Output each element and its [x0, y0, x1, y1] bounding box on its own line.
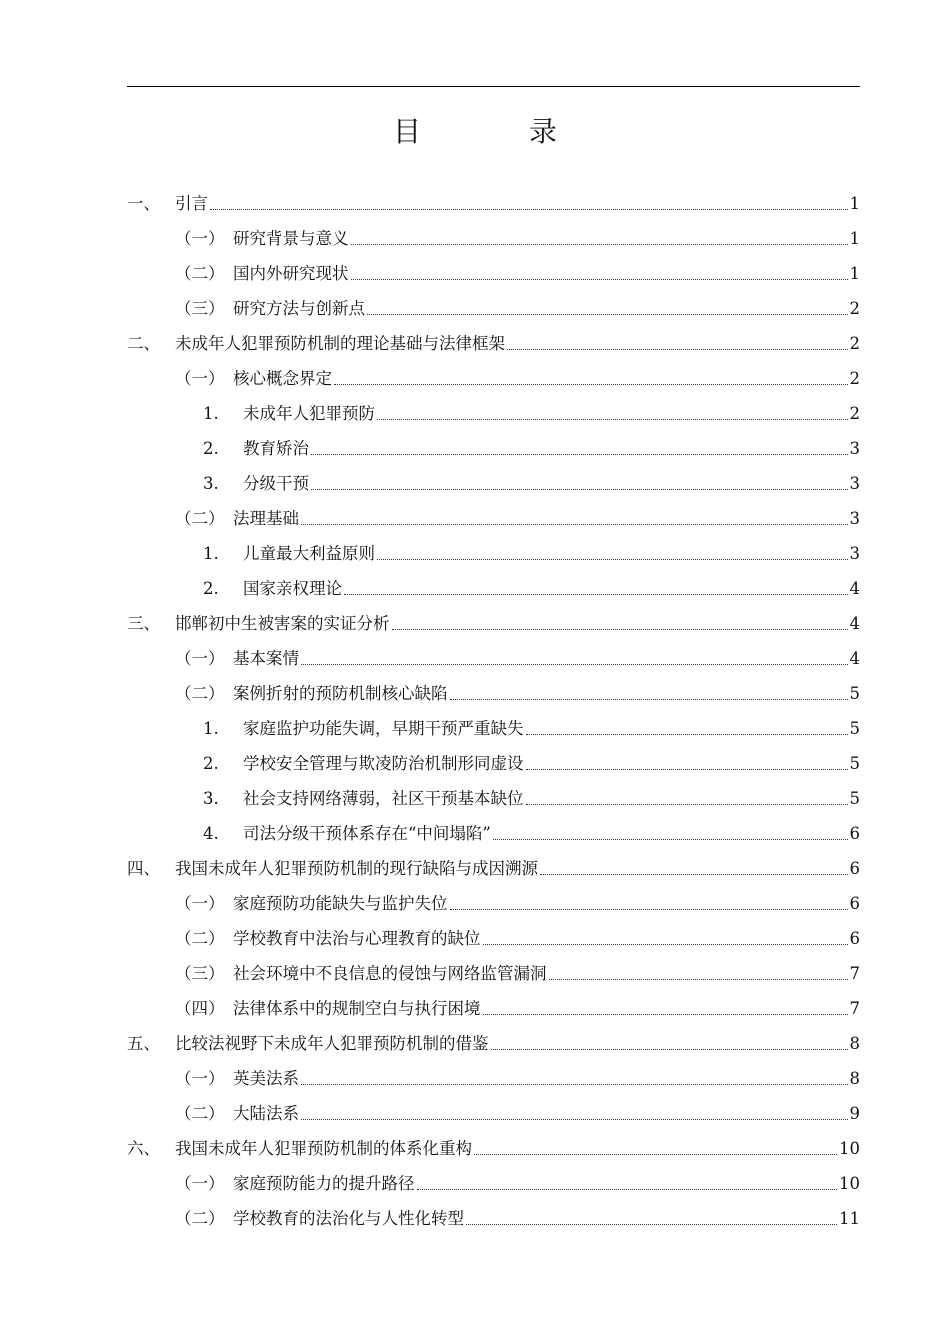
toc-entry-number: （四） [175, 999, 225, 1018]
toc-entry-page-number: 1 [849, 229, 860, 248]
toc-entry[interactable] [175, 1160, 860, 1195]
toc-entry-page-number: 6 [849, 894, 860, 913]
toc-entry-number: （一） [175, 1069, 225, 1088]
toc-entry-page-number: 6 [849, 859, 860, 878]
dot-leader [311, 489, 848, 490]
toc-entry[interactable] [203, 565, 860, 600]
toc-entry[interactable] [203, 425, 860, 460]
toc-entry[interactable] [127, 845, 860, 880]
dot-leader [301, 524, 848, 525]
dot-leader [367, 314, 848, 315]
toc-entry-number: （二） [175, 509, 225, 528]
toc-entry-number: （一） [175, 1174, 225, 1193]
toc-entry[interactable] [203, 810, 860, 845]
toc-entry-title: 未成年人犯罪预防 [243, 404, 375, 423]
toc-entry[interactable] [175, 495, 860, 530]
header-rule [127, 86, 860, 87]
toc-entry-title: 学校安全管理与欺凌防治机制形同虚设 [243, 754, 524, 773]
toc-entry-page-number: 8 [849, 1069, 860, 1088]
toc-entry-title: 比较法视野下未成年人犯罪预防机制的借鉴 [175, 1034, 489, 1053]
dot-leader [311, 454, 848, 455]
toc-entry-number: （二） [175, 929, 225, 948]
toc-entry-title: 引言 [175, 194, 208, 213]
dot-leader [377, 419, 848, 420]
toc-entry-number: 3. [203, 789, 219, 808]
toc-entry[interactable] [175, 1090, 860, 1125]
dot-leader [351, 244, 848, 245]
dot-leader [466, 1224, 837, 1225]
toc-entry-page-number: 3 [849, 544, 860, 563]
toc-entry[interactable] [175, 1055, 860, 1090]
toc-entry[interactable] [127, 320, 860, 355]
dot-leader [301, 1084, 848, 1085]
toc-entry[interactable] [127, 1020, 860, 1055]
toc-entry-page-number: 5 [849, 789, 860, 808]
toc-entry-number: 六、 [127, 1139, 160, 1158]
dot-leader [450, 909, 848, 910]
toc-entry-title: 家庭监护功能失调，早期干预严重缺失 [243, 719, 524, 738]
toc-entry-page-number: 3 [849, 474, 860, 493]
toc-entry-page-number: 3 [849, 509, 860, 528]
toc-entry-title: 研究背景与意义 [233, 229, 349, 248]
toc-entry-title: 国内外研究现状 [233, 264, 349, 283]
toc-entry-page-number: 5 [849, 719, 860, 738]
toc-entry[interactable] [175, 355, 860, 390]
toc-entry[interactable] [127, 1125, 860, 1160]
toc-entry[interactable] [175, 1195, 860, 1230]
toc-entry-title: 我国未成年人犯罪预防机制的体系化重构 [175, 1139, 472, 1158]
toc-entry[interactable] [175, 915, 860, 950]
toc-entry[interactable] [175, 635, 860, 670]
toc-entry-page-number: 8 [849, 1034, 860, 1053]
dot-leader [377, 559, 848, 560]
toc-entry[interactable] [175, 670, 860, 705]
dot-leader [301, 664, 848, 665]
toc-entry[interactable] [175, 285, 860, 320]
toc-entry-page-number: 4 [849, 579, 860, 598]
toc-entry-page-number: 4 [849, 649, 860, 668]
toc-entry-title: 家庭预防功能缺失与监护失位 [233, 894, 448, 913]
toc-entry[interactable] [203, 460, 860, 495]
dot-leader [526, 734, 848, 735]
dot-leader [334, 384, 848, 385]
toc-entry-title: 儿童最大利益原则 [243, 544, 375, 563]
toc-entry-title: 我国未成年人犯罪预防机制的现行缺陷与成因溯源 [175, 859, 538, 878]
toc-entry-number: 一、 [127, 194, 160, 213]
toc-entry-title: 基本案情 [233, 649, 299, 668]
toc-entry-title: 案例折射的预防机制核心缺陷 [233, 684, 448, 703]
toc-entry-page-number: 10 [839, 1174, 860, 1193]
dot-leader [392, 629, 848, 630]
toc-entry-number: 1. [203, 404, 219, 423]
toc-entry-title: 英美法系 [233, 1069, 299, 1088]
toc-entry-title: 法律体系中的规制空白与执行困境 [233, 999, 481, 1018]
toc-entry-number: （二） [175, 684, 225, 703]
toc-entry-title: 大陆法系 [233, 1104, 299, 1123]
toc-entry-number: （三） [175, 964, 225, 983]
toc-entry-page-number: 3 [849, 439, 860, 458]
toc-entry-number: 1. [203, 544, 219, 563]
toc-entry-number: 2. [203, 439, 219, 458]
dot-leader [491, 1049, 848, 1050]
toc-entry-title: 研究方法与创新点 [233, 299, 365, 318]
dot-leader [351, 279, 848, 280]
toc-entry-page-number: 1 [849, 194, 860, 213]
dot-leader [474, 1154, 837, 1155]
table-of-contents [0, 180, 950, 1230]
toc-entry-number: （二） [175, 1209, 225, 1228]
toc-entry-number: 2. [203, 579, 219, 598]
toc-entry[interactable] [175, 985, 860, 1020]
toc-entry-page-number: 7 [849, 999, 860, 1018]
toc-entry-number: （一） [175, 894, 225, 913]
toc-entry-page-number: 2 [849, 299, 860, 318]
toc-entry-page-number: 6 [849, 929, 860, 948]
dot-leader [344, 594, 848, 595]
dot-leader [301, 1119, 848, 1120]
toc-entry-title: 邯郸初中生被害案的实证分析 [175, 614, 390, 633]
toc-entry-page-number: 4 [849, 614, 860, 633]
toc-entry-number: 4. [203, 824, 219, 843]
toc-entry[interactable] [203, 775, 860, 810]
toc-entry-title: 学校教育的法治化与人性化转型 [233, 1209, 464, 1228]
toc-entry-number: （二） [175, 264, 225, 283]
dot-leader [526, 769, 848, 770]
toc-entry-page-number: 6 [849, 824, 860, 843]
dot-leader [549, 979, 848, 980]
toc-entry-page-number: 2 [849, 404, 860, 423]
toc-entry[interactable] [127, 180, 860, 215]
toc-title: 目 录 [392, 115, 597, 148]
toc-entry-number: （二） [175, 1104, 225, 1123]
toc-entry-title: 法理基础 [233, 509, 299, 528]
toc-entry-number: （三） [175, 299, 225, 318]
toc-entry-number: 五、 [127, 1034, 160, 1053]
toc-entry-title: 社会环境中不良信息的侵蚀与网络监管漏洞 [233, 964, 547, 983]
dot-leader [483, 1014, 848, 1015]
toc-entry-number: 二、 [127, 334, 160, 353]
toc-entry[interactable] [203, 740, 860, 775]
toc-entry-page-number: 7 [849, 964, 860, 983]
toc-entry-number: 1. [203, 719, 219, 738]
dot-leader [540, 874, 848, 875]
toc-entry-page-number: 1 [849, 264, 860, 283]
toc-entry-number: （一） [175, 369, 225, 388]
toc-entry-number: 2. [203, 754, 219, 773]
dot-leader [493, 839, 848, 840]
toc-entry-title: 国家亲权理论 [243, 579, 342, 598]
dot-leader [507, 349, 848, 350]
toc-entry-page-number: 9 [849, 1104, 860, 1123]
toc-entry-number: （一） [175, 229, 225, 248]
toc-entry-page-number: 5 [849, 754, 860, 773]
toc-entry-page-number: 10 [839, 1139, 860, 1158]
toc-entry-number: 3. [203, 474, 219, 493]
dot-leader [526, 804, 848, 805]
toc-entry[interactable] [175, 880, 860, 915]
toc-entry[interactable] [127, 600, 860, 635]
toc-entry[interactable] [203, 530, 860, 565]
toc-entry-page-number: 2 [849, 369, 860, 388]
toc-entry[interactable] [175, 250, 860, 285]
toc-entry-page-number: 2 [849, 334, 860, 353]
toc-entry-title: 分级干预 [243, 474, 309, 493]
toc-entry-title: 家庭预防能力的提升路径 [233, 1174, 415, 1193]
toc-entry-title: 学校教育中法治与心理教育的缺位 [233, 929, 481, 948]
dot-leader [417, 1189, 838, 1190]
dot-leader [483, 944, 848, 945]
toc-entry-title: 教育矫治 [243, 439, 309, 458]
toc-entry-title: 核心概念界定 [233, 369, 332, 388]
toc-entry[interactable] [175, 950, 860, 985]
toc-entry-number: 四、 [127, 859, 160, 878]
toc-entry-number: （一） [175, 649, 225, 668]
toc-entry-title: 未成年人犯罪预防机制的理论基础与法律框架 [175, 334, 505, 353]
toc-entry-page-number: 5 [849, 684, 860, 703]
toc-entry-number: 三、 [127, 614, 160, 633]
toc-entry[interactable] [203, 705, 860, 740]
toc-entry-page-number: 11 [839, 1209, 860, 1228]
toc-entry[interactable] [175, 215, 860, 250]
toc-entry-title: 社会支持网络薄弱，社区干预基本缺位 [243, 789, 524, 808]
toc-entry-title: 司法分级干预体系存在“中间塌陷” [243, 824, 491, 843]
toc-entry[interactable] [203, 390, 860, 425]
dot-leader [210, 209, 848, 210]
dot-leader [450, 699, 848, 700]
